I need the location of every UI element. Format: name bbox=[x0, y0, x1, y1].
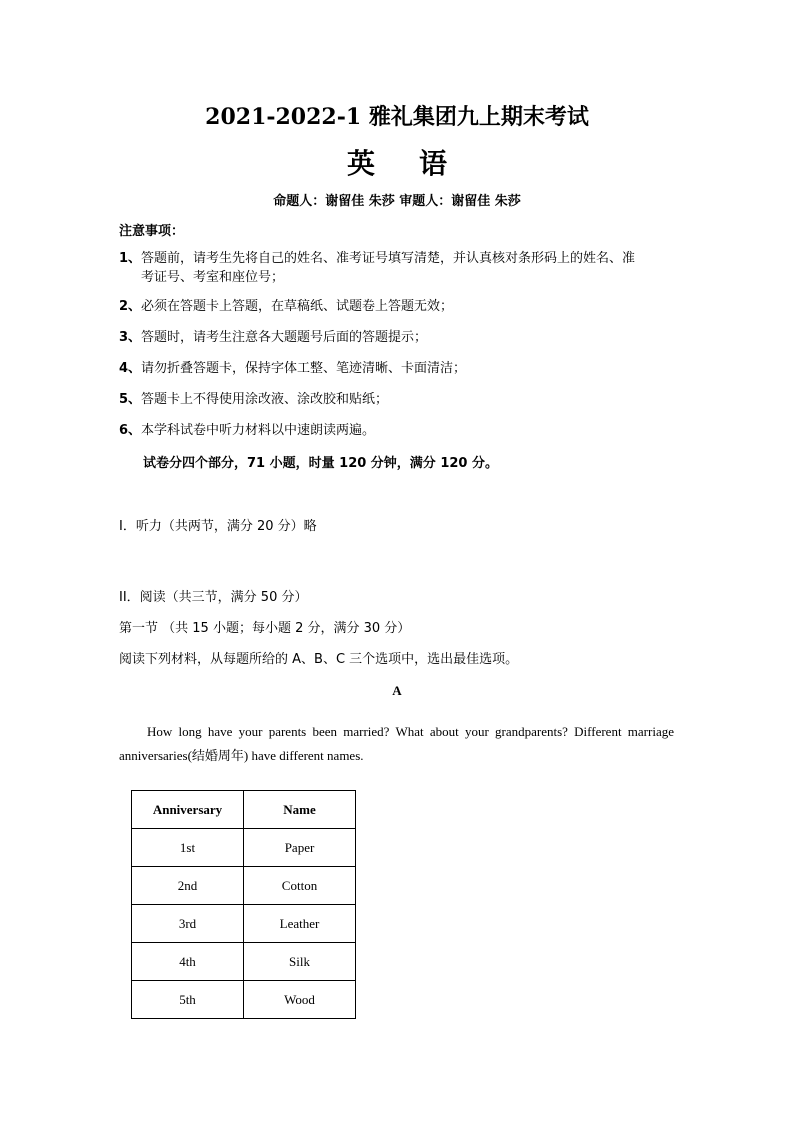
notice-item-1 bbox=[119, 249, 675, 287]
section-part1: 第一节 （共 15 小题；每小题 2 分，满分 30 分） bbox=[119, 621, 411, 636]
notice-item-2 bbox=[119, 297, 675, 316]
table-cell: 2nd bbox=[132, 867, 244, 905]
notice-item-4 bbox=[119, 359, 675, 378]
section-reading: II．阅读（共三节，满分 50 分） bbox=[119, 590, 308, 605]
notice-item-5 bbox=[119, 390, 675, 409]
section-instruction: 阅读下列材料，从每题所给的 A、B、C 三个选项中，选出最佳选项。 bbox=[119, 652, 519, 667]
notice-item-text: 答题前，请考生先将自己的姓名、准考证号填写清楚，并认真核对条形码上的姓名、准 bbox=[141, 251, 636, 266]
notice-item-continuation: 考证号、考室和座位号； bbox=[141, 270, 285, 285]
table-header-cell: Name bbox=[244, 791, 356, 829]
notice-item-number: 3、 bbox=[119, 330, 142, 345]
table-cell: Silk bbox=[244, 943, 356, 981]
table-cell: Cotton bbox=[244, 867, 356, 905]
anniversary-table bbox=[131, 790, 356, 1019]
notice-item-text: 答题时，请考生注意各大题题号后面的答题提示； bbox=[141, 330, 428, 345]
table-header-row bbox=[132, 791, 356, 829]
table-header-cell: Anniversary bbox=[132, 791, 244, 829]
notice-item-text: 请勿折叠答题卡，保持字体工整、笔迹清晰、卡面清洁； bbox=[141, 361, 467, 376]
table-cell: 1st bbox=[132, 829, 244, 867]
notice-item-text: 本学科试卷中听力材料以中速朗读两遍。 bbox=[141, 423, 376, 438]
table-cell: 4th bbox=[132, 943, 244, 981]
section-listening: I．听力（共两节，满分 20 分）略 bbox=[119, 519, 317, 534]
table-row bbox=[132, 867, 356, 905]
authors-line: 命题人：谢留佳 朱莎 审题人：谢留佳 朱莎 bbox=[273, 194, 521, 209]
notice-item-number: 5、 bbox=[119, 392, 142, 407]
table-row bbox=[132, 829, 356, 867]
notice-item-number: 1、 bbox=[119, 251, 142, 266]
table-cell: Paper bbox=[244, 829, 356, 867]
passage-paragraph: How long have your parents been married? What about your grandparents? Different marriage anniversaries(结婚周年) have different names. bbox=[119, 724, 674, 763]
notice-item-number: 4、 bbox=[119, 361, 142, 376]
table-cell: 3rd bbox=[132, 905, 244, 943]
exam-summary: 试卷分四个部分，71 小题，时量 120 分钟，满分 120 分。 bbox=[143, 456, 498, 471]
notice-item-number: 2、 bbox=[119, 299, 142, 314]
notice-item-text: 答题卡上不得使用涂改液、涂改胶和贴纸； bbox=[141, 392, 389, 407]
table-row bbox=[132, 981, 356, 1019]
passage-letter: A bbox=[392, 683, 402, 698]
table-row bbox=[132, 943, 356, 981]
notice-item-number: 6、 bbox=[119, 423, 142, 438]
notice-item-text: 必须在答题卡上答题，在草稿纸、试题卷上答题无效； bbox=[141, 299, 454, 314]
table-row bbox=[132, 905, 356, 943]
table-cell: Wood bbox=[244, 981, 356, 1019]
notice-heading: 注意事项： bbox=[119, 224, 185, 239]
exam-title: 2021-2022-1 雅礼集团九上期末考试 bbox=[205, 104, 589, 130]
notice-item-3 bbox=[119, 328, 675, 347]
notice-item-6 bbox=[119, 421, 675, 440]
table-cell: Leather bbox=[244, 905, 356, 943]
table-cell: 5th bbox=[132, 981, 244, 1019]
subject-title: 英语 bbox=[346, 147, 491, 180]
